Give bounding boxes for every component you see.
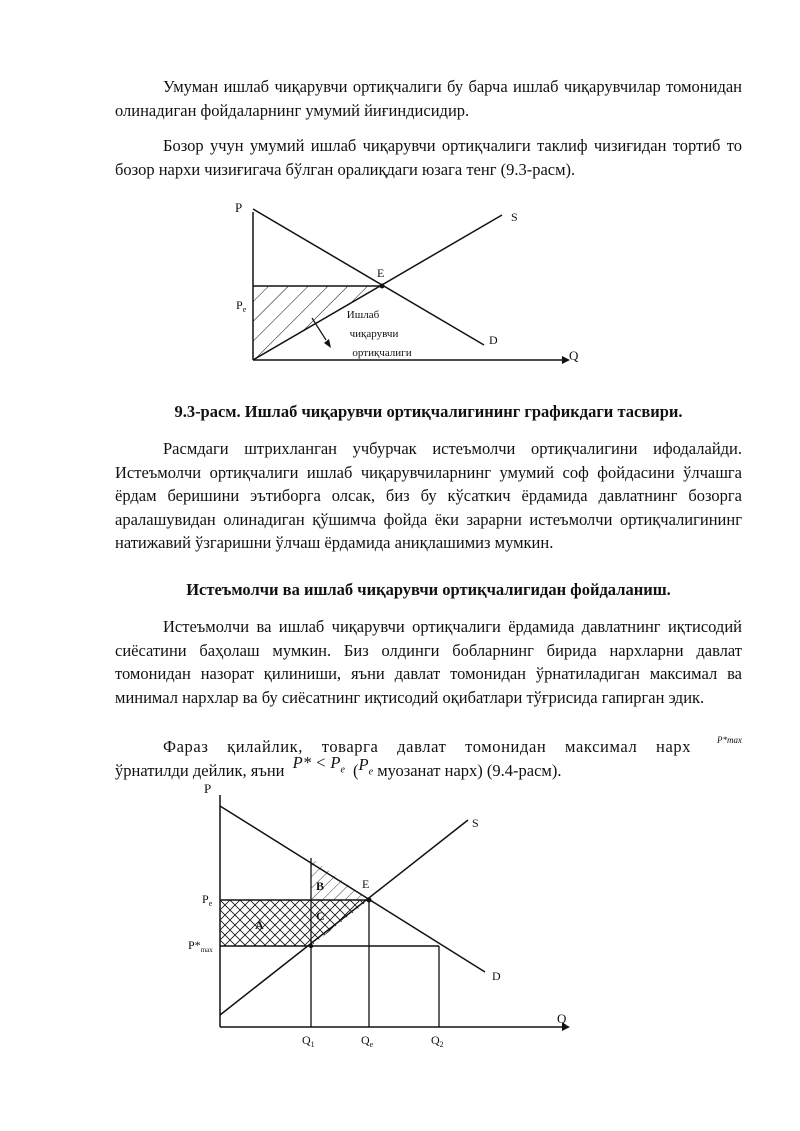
fig94-equilibrium-label: E [362, 877, 370, 891]
fig94-demand-label: D [492, 969, 501, 983]
figure-9-3-caption: 9.3-расм. Ишлаб чиқарувчи ортиқчалигининг графикдаги тасвири. [174, 402, 683, 421]
fig93-axis-q-label: Q [569, 348, 579, 363]
fig94-region-a-label: A [255, 918, 264, 932]
max-price-inequality: $P* < P_e$ [292, 752, 345, 775]
fig93-area-label-line2: чиқарувчи [349, 328, 399, 340]
fig94-region-c-label: C [316, 909, 325, 923]
paragraph-producer-surplus-definition: Умуман ишлаб чиқарувчи ортиқчалиги бу барча ишлаб чиқарувчилар томонидан олинадиган фойдаларнинг умумий йиғиндисидир. [115, 77, 742, 120]
fig94-qe-label: $Q_e$ [361, 1033, 374, 1049]
fig94-axis-p-label: P [204, 781, 212, 796]
max-price-sentence-end: муозанат нарх) (9.4-расм). [377, 760, 562, 780]
max-price-sentence-start: Фараз қилайлик, товарга давлат томонидан максимал нарх [163, 737, 692, 756]
fig94-equilibrium-point [367, 898, 372, 903]
fig93-axis-p-label: P [235, 200, 243, 215]
fig93-equilibrium-label: E [377, 266, 385, 280]
section-heading: Истеъмолчи ва ишлаб чиқарувчи ортиқчалигидан фойдаланиш. [186, 580, 671, 599]
fig93-area-label-line1: Ишлаб [346, 309, 380, 321]
fig93-demand-label: D [489, 333, 498, 347]
paragraph-policy-evaluation: Истеъмолчи ва ишлаб чиқарувчи ортиқчалиги ёрдамида давлатнинг иқтисодий сиёсатини баҳолаш мумкин. Биз олдинги бобларнинг бирида нархларни давлат томонидан назорат қилиниши, яъни давлат томонидан ўрнатиладиган максимал ва минимал нархлар ва бу сиёсатнинг иқтисодий оқибатлари тўғрисида гапирган эдик. [115, 617, 742, 707]
fig94-region-b-label: B [316, 879, 325, 893]
fig94-pmax-label: $P*_{max}$ [188, 938, 213, 954]
fig93-price-label: $P_e$ [236, 298, 247, 314]
fig94-pe-label: $P_e$ [202, 892, 213, 908]
fig94-supply-at-pmax-point [309, 944, 313, 948]
fig94-region-a [220, 900, 311, 946]
max-price-formula-top: P*max [717, 735, 742, 745]
fig94-q2-label: $Q_2$ [431, 1033, 444, 1049]
fig94-supply-label: S [472, 816, 479, 830]
fig93-area-label-line3: ортиқчалиги [352, 347, 412, 359]
fig94-demand-line [220, 806, 485, 972]
pe-symbol: $P_e$ [358, 754, 374, 777]
paragraph-hatched-triangle: Расмдаги штрихланган учбурчак истеъмолчи ортиқчалигини ифодалайди. Истеъмолчи ортиқчалиги ишлаб чиқарувчиларнинг умумий соф фойдасини ўлчашга ёрдам беришини эътиборга олсак, биз бу кўсаткич ёрдамида давлатнинг бозорга аралашувидан олинадиган қўшимча фойда ёки зарарни истеъмолчи ортиқчалигининг натижавий ўзгаришни ўлчаш ёрдамида аниқлашимиз мумкин. [115, 439, 742, 552]
fig94-q1-label: $Q_1$ [302, 1033, 315, 1049]
fig94-region-c [311, 900, 369, 946]
max-price-sentence-middle: ўрнатилди дейлик, яъни [115, 760, 285, 780]
fig93-supply-label: S [511, 210, 518, 224]
fig94-axis-q-label: Q [557, 1011, 567, 1026]
paragraph-market-surplus: Бозор учун умумий ишлаб чиқарувчи ортиқчалиги таклиф чизиғидан тортиб то бозор нархи чизиғигача бўлган оралиқдаги юзага тенг (9.3-расм). [115, 136, 742, 179]
paren-open: ( [353, 760, 359, 780]
